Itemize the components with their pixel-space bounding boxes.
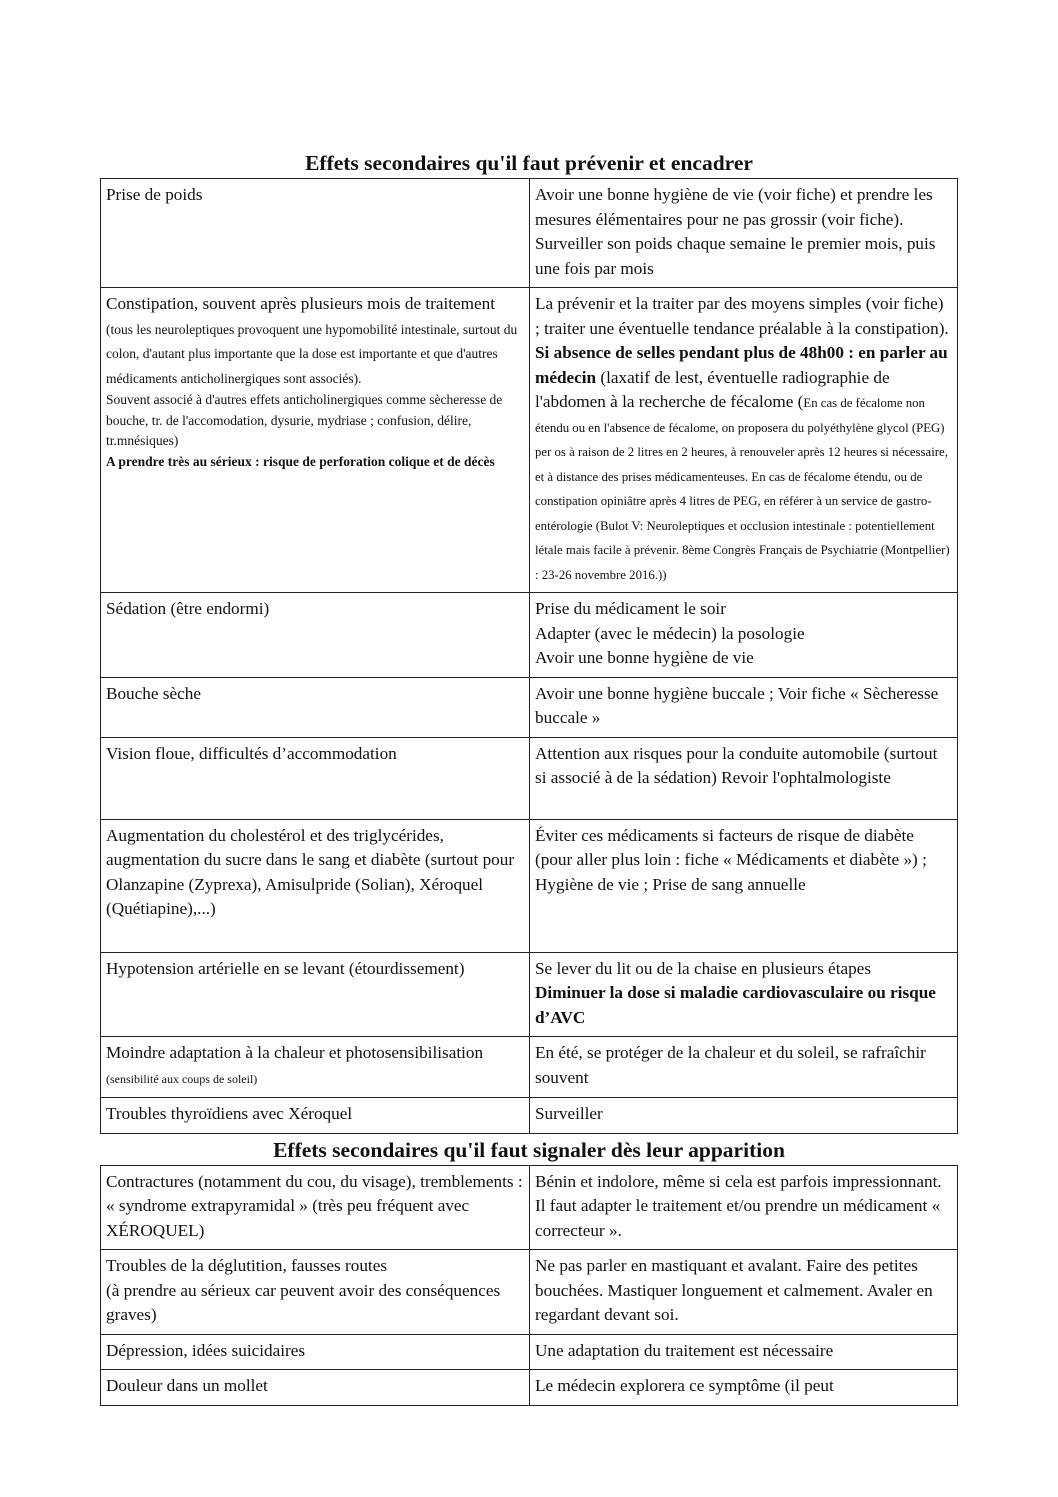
side-effects-table-prevent: [100, 178, 958, 1134]
table-row: [101, 1165, 958, 1250]
side-effect-text: Constipation, souvent après plusieurs mois de traitement: [106, 294, 496, 313]
side-effect-cell: Prise de poids: [101, 179, 530, 288]
table-row: [101, 1370, 958, 1406]
section-title-prevent: Effets secondaires qu'il faut prévenir et encadrer: [305, 151, 753, 175]
advice-cell: Avoir une bonne hygiène de vie (voir fiche) et prendre les mesures élémentaires pour ne pas grossir (voir fiche). Surveiller son poids chaque semaine le premier mois, puis une fois par mois: [530, 179, 958, 288]
side-effect-cell: Contractures (notamment du cou, du visage), tremblements : « syndrome extrapyramidal » (très peu fréquent avec XÉROQUEL): [101, 1165, 530, 1250]
side-effects-table-report: [100, 1165, 958, 1406]
advice-cell: Bénin et indolore, même si cela est parfois impressionnant. Il faut adapter le traitement et/ou prendre un médicament « correcteur ».: [530, 1165, 958, 1250]
side-effect-detail: (tous les neuroleptiques provoquent une hypomobilité intestinale, surtout du colon, d'autant plus importante que la dose est importante et que d'autres médicaments anticholinergiques sont associés).: [106, 321, 518, 386]
table-row: [101, 1098, 958, 1134]
advice-detail: En cas de fécalome non étendu ou en l'absence de fécalome, on proposera du polyéthylène glycol (PEG) per os à raison de 2 litres en 2 heures, à renouveler après 12 heures si nécessaire, et à distance des prises médicamenteuses. En cas de fécalome étendu, ou de constipation opiniâtre après 4 litres de PEG, en référer à un service de gastro-entérologie (Bulot V: Neuroleptiques et occlusion intestinale : potentiellement létale mais facile à prévenir. 8ème Congrès Français de Psychiatrie (Montpellier) : 23-26 novembre 2016.)): [535, 396, 950, 582]
advice-cell: Surveiller: [530, 1098, 958, 1134]
table-row: [101, 819, 958, 952]
side-effect-cell: Bouche sèche: [101, 677, 530, 737]
advice-cell: En été, se protéger de la chaleur et du soleil, se rafraîchir souvent: [530, 1037, 958, 1098]
document-page: [100, 148, 958, 1406]
advice-cell: [530, 952, 958, 1037]
table-row: [101, 1250, 958, 1335]
side-effect-text: Troubles de la déglutition, fausses routes: [106, 1256, 388, 1275]
side-effect-detail-2: Souvent associé à d'autres effets anticholinergiques comme sècheresse de bouche, tr. de l'accomodation, dysurie, mydriase ; confusion, délire, tr.mnésiques): [106, 392, 503, 448]
side-effect-cell: Troubles thyroïdiens avec Xéroquel: [101, 1098, 530, 1134]
advice-line: Avoir une bonne hygiène de vie: [535, 648, 754, 667]
advice-line: Adapter (avec le médecin) la posologie: [535, 623, 805, 643]
side-effect-cell: Hypotension artérielle en se levant (étourdissement): [101, 952, 530, 1037]
table-row: [101, 1334, 958, 1370]
table-row: [101, 952, 958, 1037]
table-row: [101, 179, 958, 288]
advice-cell: Avoir une bonne hygiène buccale ; Voir fiche « Sècheresse buccale »: [530, 677, 958, 737]
side-effect-cell: Vision floue, difficultés d’accommodation: [101, 737, 530, 819]
advice-cell: Éviter ces médicaments si facteurs de risque de diabète (pour aller plus loin : fiche « Médicaments et diabète ») ; Hygiène de vie ; Prise de sang annuelle: [530, 819, 958, 952]
side-effect-detail: (sensibilité aux coups de soleil): [106, 1071, 258, 1086]
advice-warning: Diminuer la dose si maladie cardiovasculaire ou risque d’AVC: [535, 983, 936, 1027]
table-row: [101, 288, 958, 593]
side-effect-cell: Douleur dans un mollet: [101, 1370, 530, 1406]
advice-text: Se lever du lit ou de la chaise en plusieurs étapes: [535, 958, 872, 978]
advice-cell: [530, 288, 958, 593]
side-effect-cell: [101, 1037, 530, 1098]
side-effect-detail: (à prendre au sérieux car peuvent avoir des conséquences graves): [106, 1280, 501, 1324]
advice-text-2: (laxatif de lest, éventuelle radiographie de l'abdomen à la recherche de fécalome (: [535, 367, 890, 411]
table-row: [101, 593, 958, 678]
advice-line: Prise du médicament le soir: [535, 599, 726, 618]
advice-cell: Le médecin explorera ce symptôme (il peut: [530, 1370, 958, 1406]
table-row: [101, 1037, 958, 1098]
side-effect-warning: A prendre très au sérieux : risque de perforation colique et de décès: [106, 453, 495, 469]
side-effect-cell: [101, 1250, 530, 1335]
side-effect-text: Moindre adaptation à la chaleur et photosensibilisation: [106, 1043, 484, 1062]
table-row: [101, 677, 958, 737]
advice-cell: [530, 593, 958, 678]
side-effect-cell: Augmentation du cholestérol et des triglycérides, augmentation du sucre dans le sang et diabète (surtout pour Olanzapine (Zyprexa), Amisulpride (Solian), Xéroquel (Quétiapine),...): [101, 819, 530, 952]
side-effect-cell: [101, 288, 530, 593]
advice-text: La prévenir et la traiter par des moyens simples (voir fiche) ; traiter une éventuelle tendance préalable à la constipation).: [535, 294, 949, 338]
advice-cell: Une adaptation du traitement est nécessaire: [530, 1334, 958, 1370]
advice-cell: Attention aux risques pour la conduite automobile (surtout si associé à de la sédation) Revoir l'ophtalmologiste: [530, 737, 958, 819]
advice-warning: Si absence de selles pendant plus de 48h00 : en parler au médecin: [535, 343, 948, 387]
side-effect-cell: Dépression, idées suicidaires: [101, 1334, 530, 1370]
table-row: [101, 737, 958, 819]
side-effect-cell: Sédation (être endormi): [101, 593, 530, 678]
section-title-report: Effets secondaires qu'il faut signaler dès leur apparition: [273, 1137, 785, 1162]
advice-cell: Ne pas parler en mastiquant et avalant. Faire des petites bouchées. Mastiquer longuement et calmement. Avaler en regardant devant soi.: [530, 1250, 958, 1335]
